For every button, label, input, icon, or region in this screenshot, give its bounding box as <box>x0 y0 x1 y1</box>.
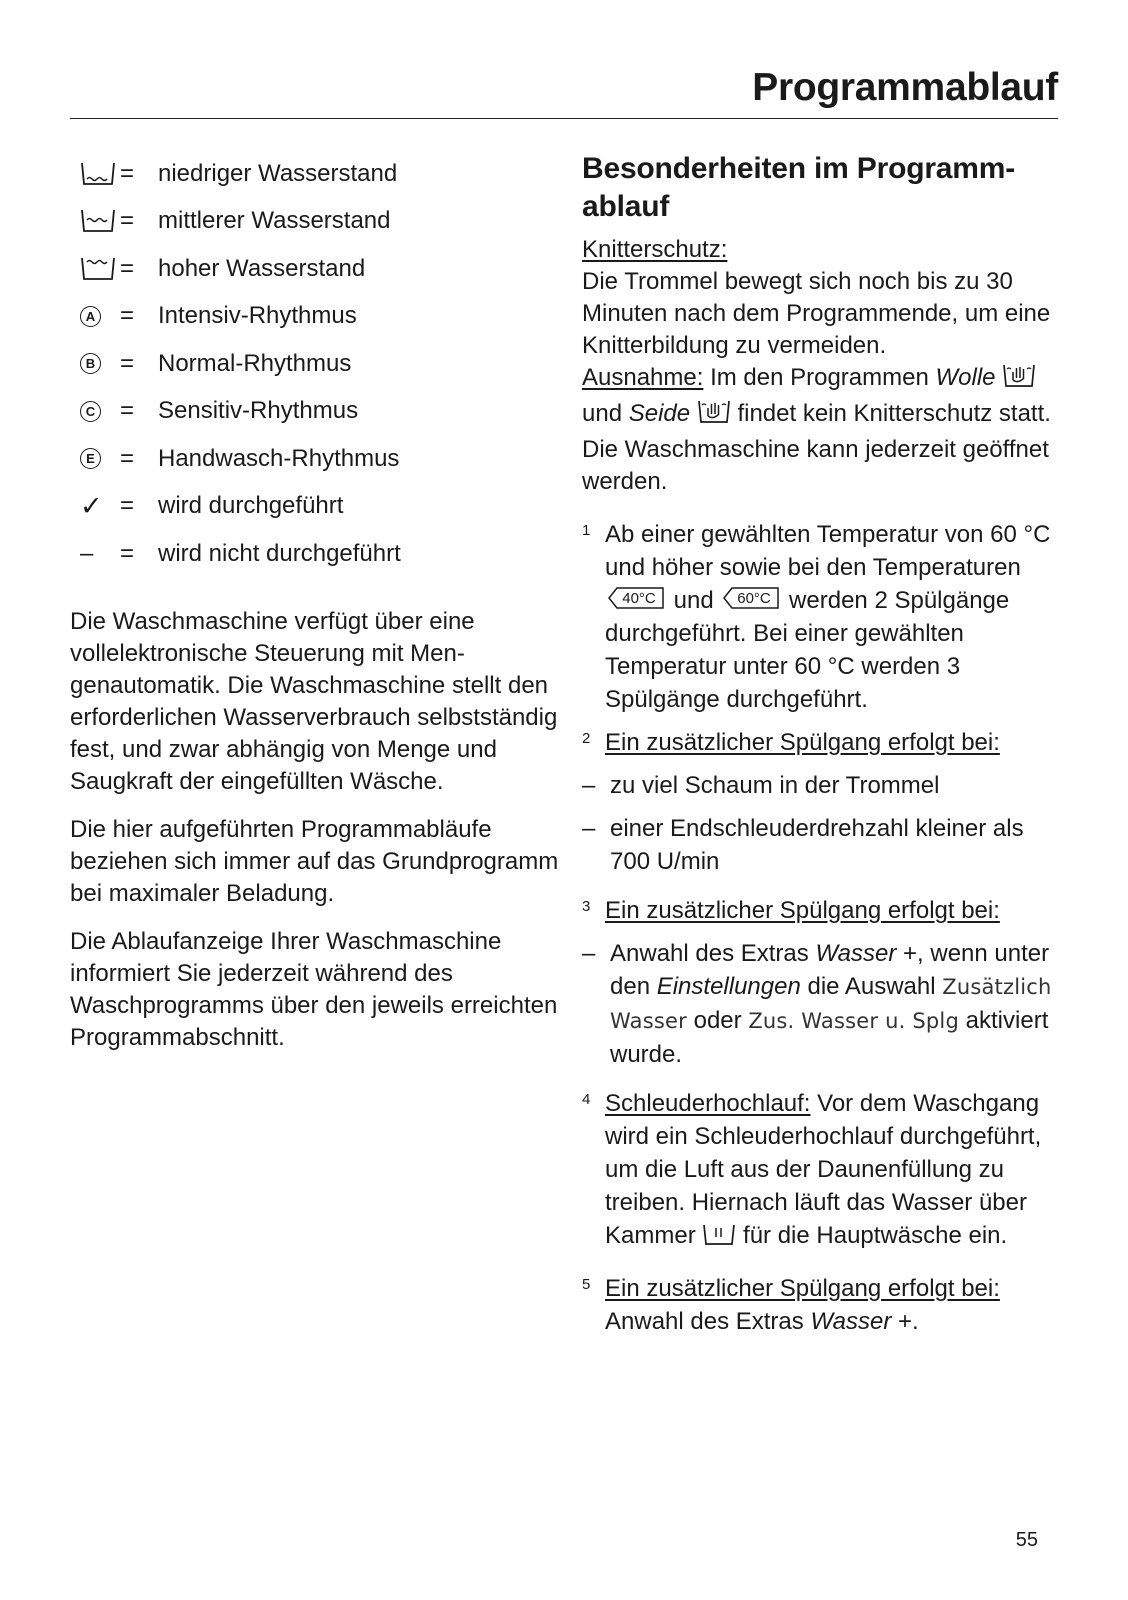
silk-program-icon <box>697 399 731 434</box>
legend-equals: = <box>120 159 135 187</box>
footnote-label: Schleuderhochlauf: <box>605 1090 811 1117</box>
legend-text: Handwasch-Rhythmus <box>158 444 400 472</box>
legend-text: wird nicht durchgeführt <box>158 539 401 567</box>
legend-equals: = <box>120 492 135 520</box>
section-heading: Besonderheiten im Programmablauf <box>582 152 1016 223</box>
list-item: – zu viel Schaum in der Trommel <box>582 772 940 799</box>
footnote-number: 1 <box>582 522 591 539</box>
footnote-heading: Ein zusätzlicher Spülgang erfolgt bei: <box>605 729 1000 756</box>
compartment-ii-icon <box>702 1223 736 1256</box>
seide-label: Seide <box>628 400 691 427</box>
left-column <box>70 150 560 1054</box>
footnote-heading: Ein zusätzlicher Spülgang erfolgt bei: <box>605 897 1000 924</box>
legend-equals: = <box>120 254 135 282</box>
temperature-60-label: 60°C <box>737 590 772 607</box>
symbol-legend <box>70 150 560 578</box>
legend-text: hoher Wasserstand <box>158 254 366 282</box>
water-level-low-icon <box>70 161 120 187</box>
legend-text: niedriger Wasserstand <box>158 159 398 187</box>
legend-row <box>70 150 560 198</box>
legend-equals: = <box>120 349 135 377</box>
footnote-number: 5 <box>582 1276 591 1293</box>
wool-program-icon <box>1002 363 1036 398</box>
list-item: – einer Endschleuderdrehzahl kleiner als 700 U/min <box>582 815 1024 875</box>
checkmark-icon: ✓ <box>80 490 103 521</box>
legend-equals: = <box>120 444 135 472</box>
display-option-text: Zus. Wasser u. Splg <box>748 1009 959 1033</box>
legend-row <box>70 530 560 578</box>
paragraph: Die hier aufgeführten Programmabläufe beziehen sich immer auf das Grundprogramm bei maximaler Beladung. <box>70 815 559 907</box>
circle-c-icon: C <box>80 401 101 422</box>
right-column <box>582 150 1060 1338</box>
legend-row <box>70 340 560 388</box>
circle-e-icon: E <box>80 448 101 469</box>
door-text: Die Waschmaschine kann jederzeit geöffnet werden. <box>582 436 1049 495</box>
temperature-60-icon <box>722 587 780 609</box>
legend-row <box>70 293 560 341</box>
knitterschutz-label: Knitterschutz: <box>582 236 728 263</box>
legend-row <box>70 245 560 293</box>
footnote-number: 4 <box>582 1091 591 1108</box>
water-level-high-icon <box>70 256 120 282</box>
circle-b-icon: B <box>80 353 101 374</box>
list-item: – Anwahl des Extras Wasser +, wenn unter den Einstellungen die Auswahl Zusätzlich Wasser oder Zus. Wasser u. Splg aktiviert wurde. <box>582 940 1052 1068</box>
legend-equals: = <box>120 397 135 425</box>
exception-label: Ausnahme: <box>582 364 704 391</box>
footnote-3 <box>582 894 1060 927</box>
wolle-label: Wolle <box>935 364 996 391</box>
legend-row <box>70 198 560 246</box>
footnote-heading: Ein zusätzlicher Spülgang erfolgt bei: <box>605 1275 1000 1302</box>
footnote-1: 1 Ab einer gewählten Temperatur von 60 °C und höher sowie bei den Temperaturen 40°C und 60°C werden 2 Spülgänge durchgeführt. Bei einer gewählten Temperatur unter 60 °C werden 3 Spülgänge durchgeführt. <box>582 518 1060 716</box>
legend-text: mittlerer Wasserstand <box>158 207 391 235</box>
footnote-5: 5 Ein zusätzlicher Spülgang erfolgt bei: Anwahl des Extras Wasser +. <box>582 1272 1060 1338</box>
footnote-number: 3 <box>582 898 591 915</box>
temperature-40-icon <box>607 587 665 609</box>
legend-row <box>70 483 560 531</box>
footnote-number: 2 <box>582 730 591 747</box>
temperature-40-label: 40°C <box>622 590 656 607</box>
legend-text: wird durchgeführt <box>158 492 344 520</box>
legend-text: Intensiv-Rhythmus <box>158 302 357 330</box>
display-option-text: Zusätzlich Wasser <box>610 975 1052 1033</box>
water-level-medium-icon <box>70 208 120 234</box>
knitterschutz-block <box>582 234 1060 498</box>
legend-equals: = <box>120 539 135 567</box>
legend-row <box>70 435 560 483</box>
page-number: 55 <box>1015 1529 1038 1551</box>
knitterschutz-exception: Ausnahme: Im den Programmen Wolle und Seide findet kein Knitterschutz statt. <box>582 362 1060 434</box>
header-rule <box>70 118 1058 119</box>
legend-text: Normal-Rhythmus <box>158 349 352 377</box>
paragraph: Die Ablaufanzeige Ihrer Waschmaschine informiert Sie jederzeit während des Waschprogramms über den jeweils erreichten Programmabschnitt. <box>70 927 558 1051</box>
left-paragraphs <box>70 606 560 1054</box>
footnote-2 <box>582 726 1060 759</box>
legend-equals: = <box>120 207 135 235</box>
legend-text: Sensitiv-Rhythmus <box>158 397 359 425</box>
knitterschutz-text: Die Trommel bewegt sich noch bis zu 30 Minuten nach dem Programmende, um eine Knitterbildung zu vermeiden. <box>582 268 1051 359</box>
page-title: Programmablauf <box>752 66 1058 109</box>
legend-row <box>70 388 560 436</box>
dash-icon: – <box>80 539 94 567</box>
circle-a-icon: A <box>80 306 101 327</box>
legend-equals: = <box>120 302 135 330</box>
footnote-4: 4 Schleuderhochlauf: Vor dem Waschgang wird ein Schleuderhochlauf durchgeführt, um die Luft aus der Daunenfüllung zu treiben. Hiernach läuft das Wasser über Kammer für die Hauptwäsche ein. <box>582 1087 1060 1256</box>
paragraph: Die Waschmaschine verfügt über eine vollelektronische Steuerung mit Mengenautomatik. Die Waschmaschine stellt den erforderlichen Wasserverbrauch selbstständig fest, und zwar abhängig von Menge und Saugkraft der eingefüllten Wäsche. <box>70 607 558 795</box>
